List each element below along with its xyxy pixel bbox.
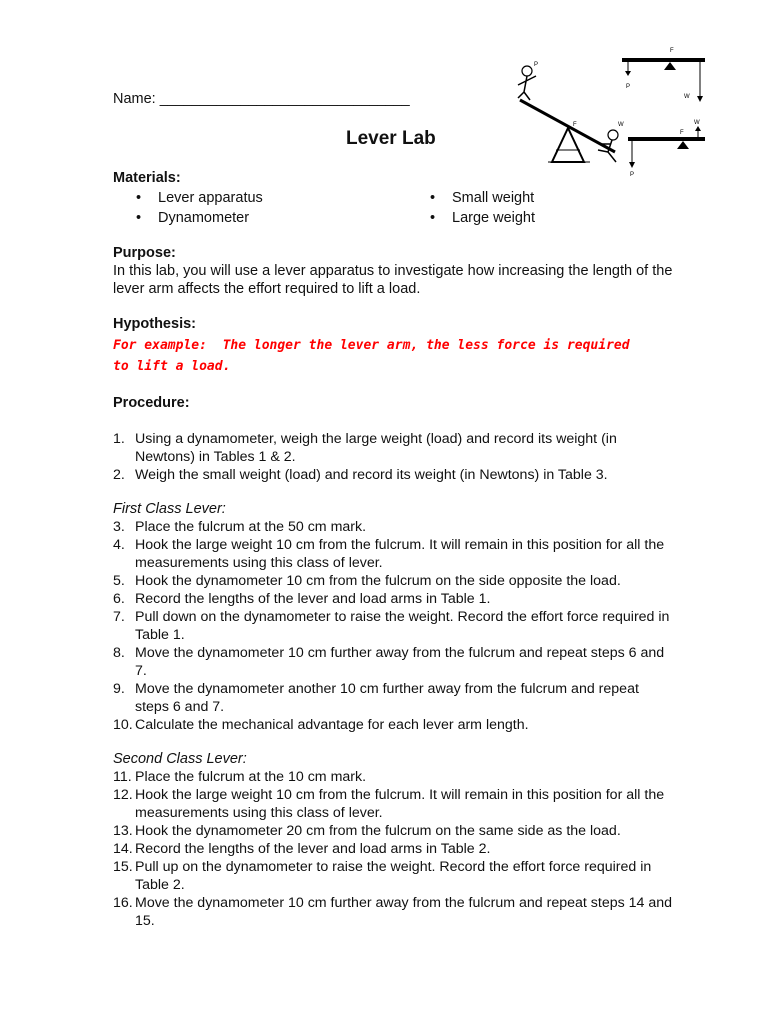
material-item: • Small weight	[430, 189, 535, 209]
material-item: • Large weight	[430, 209, 535, 229]
procedure-step: 10. Calculate the mechanical advantage for each lever arm length.	[113, 717, 529, 733]
procedure-step: 15. Pull up on the dynamometer to raise the weight. Record the effort force required in Table 2.	[113, 859, 652, 893]
purpose-text: In this lab, you will use a lever apparatus to investigate how increasing the length of the lever arm affects the effort required to lift a load.	[113, 263, 673, 297]
materials-heading: Materials:	[113, 170, 181, 186]
procedure-step: 16. Move the dynamometer 10 cm further away from the fulcrum and repeat steps 14 and 15.	[113, 895, 673, 929]
procedure-step: 14. Record the lengths of the lever and load arms in Table 2.	[113, 841, 491, 857]
diagram-right-w: W	[694, 120, 700, 126]
procedure-intro-steps	[113, 430, 673, 484]
hypothesis-example-text: For example: The longer the lever arm, the less force is required to lift a load.	[113, 338, 638, 374]
procedure-step: 1. Using a dynamometer, weigh the large weight (load) and record its weight (in Newtons) in Tables 1 & 2.	[113, 431, 617, 465]
diagram-right-p: P	[630, 172, 635, 178]
procedure-step: 6. Record the lengths of the lever and load arms in Table 1.	[113, 591, 491, 607]
procedure-step: 13. Hook the dynamometer 20 cm from the fulcrum on the same side as the load.	[113, 823, 621, 839]
procedure-step: 3. Place the fulcrum at the 50 cm mark.	[113, 519, 367, 535]
procedure-step: 5. Hook the dynamometer 10 cm from the fulcrum on the side opposite the load.	[113, 573, 621, 589]
diagram-seesaw-w: W	[618, 122, 624, 128]
second-class-steps	[113, 768, 673, 930]
procedure-step: 2. Weigh the small weight (load) and record its weight (in Newtons) in Table 3.	[113, 467, 608, 483]
procedure-step: 11. Place the fulcrum at the 10 cm mark.	[113, 769, 367, 785]
material-item: • Dynamometer	[136, 209, 263, 229]
first-class-lever-heading: First Class Lever:	[113, 501, 226, 517]
name-field-label: Name: _______________________________	[113, 91, 410, 107]
diagram-seesaw-f: F	[573, 122, 577, 128]
first-class-steps	[113, 518, 673, 734]
page-title: Lever Lab	[346, 128, 436, 149]
materials-list-left	[136, 189, 263, 228]
procedure-step: 4. Hook the large weight 10 cm from the fulcrum. It will remain in this position for all the measurements using this class of lever.	[113, 537, 665, 571]
materials-list-right	[430, 189, 535, 228]
diagram-label-p: P	[626, 84, 631, 90]
procedure-step: 12. Hook the large weight 10 cm from the fulcrum. It will remain in this position for all the measurements using this class of lever.	[113, 787, 665, 821]
hypothesis-heading: Hypothesis:	[113, 316, 196, 332]
procedure-heading: Procedure:	[113, 395, 190, 411]
procedure-step: 9. Move the dynamometer another 10 cm further away from the fulcrum and repeat steps 6 and 7.	[113, 681, 639, 715]
diagram-label-f: F	[670, 48, 674, 54]
lever-diagram	[490, 40, 730, 180]
diagram-right-f: F	[680, 130, 684, 136]
material-item: • Lever apparatus	[136, 189, 263, 209]
procedure-step: 8. Move the dynamometer 10 cm further away from the fulcrum and repeat steps 6 and 7.	[113, 645, 665, 679]
second-class-lever-heading: Second Class Lever:	[113, 751, 247, 767]
procedure-step: 7. Pull down on the dynamometer to raise the weight. Record the effort force required in Table 1.	[113, 609, 670, 643]
diagram-seesaw-p: P	[534, 62, 539, 68]
diagram-label-w: W	[684, 94, 690, 100]
purpose-heading: Purpose:	[113, 245, 176, 261]
